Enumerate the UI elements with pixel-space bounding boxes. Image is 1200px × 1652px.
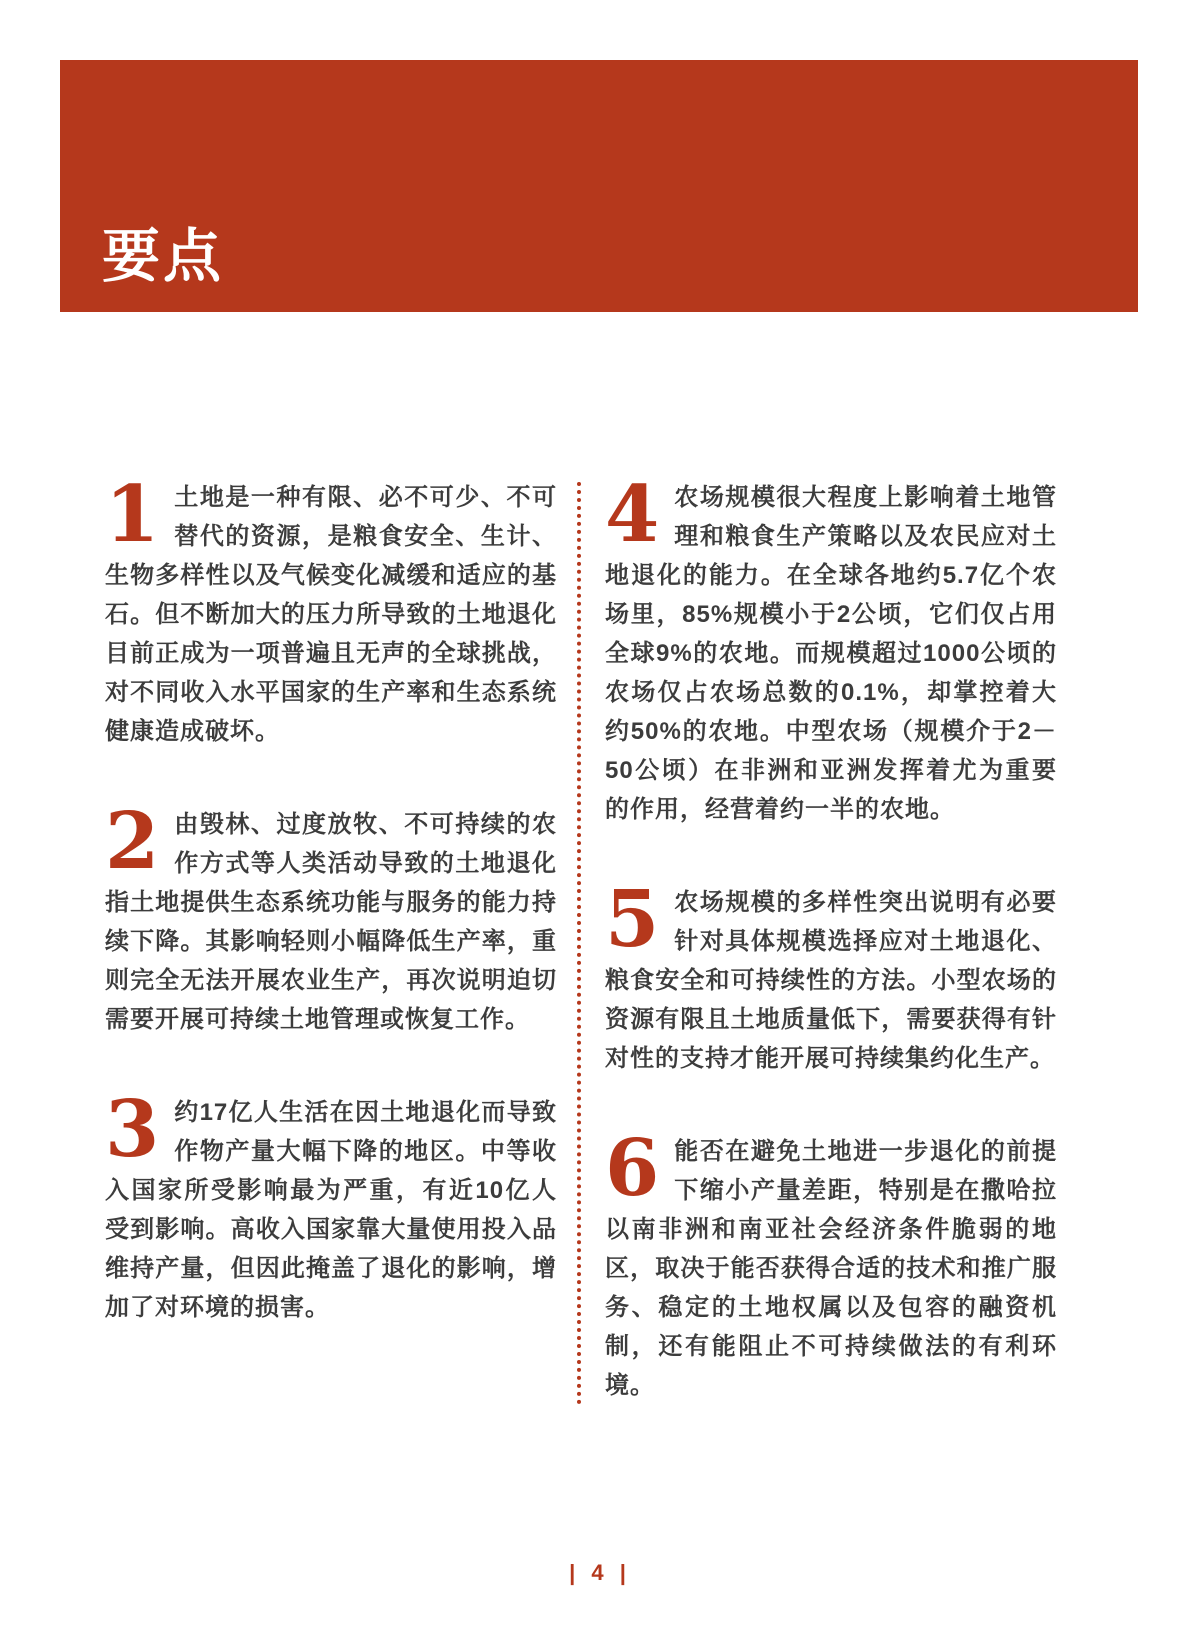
point-item-6 bbox=[605, 1123, 1057, 1405]
point-number-3: 3 bbox=[105, 1084, 161, 1175]
header-banner bbox=[60, 60, 1138, 312]
point-item-4 bbox=[605, 469, 1057, 829]
point-item-2 bbox=[105, 796, 557, 1039]
point-number-6: 6 bbox=[605, 1123, 661, 1214]
point-text-5: 农场规模的多样性突出说明有必要针对具体规模选择应对土地退化、粮食安全和可持续性的方法。小型农场的资源有限且土地质量低下，需要获得有针对性的支持才能开展可持续集约化生产。 bbox=[605, 889, 1057, 1072]
point-number-1: 1 bbox=[105, 469, 161, 560]
page-number: | 4 | bbox=[569, 1560, 631, 1585]
page-title: 要点 bbox=[102, 224, 225, 289]
point-number-5: 5 bbox=[605, 874, 661, 965]
right-column bbox=[605, 469, 1057, 1405]
point-number-4: 4 bbox=[605, 469, 661, 560]
point-item-1 bbox=[105, 469, 557, 751]
point-text-4: 农场规模很大程度上影响着土地管理和粮食生产策略以及农民应对土地退化的能力。在全球各地约5.7亿个农场里，85%规模小于2公顷，它们仅占用全球9%的农地。而规模超过1000公顷的农场仅占农场总数的0.1%，却掌控着大约50%的农地。中型农场（规模介于2－50公顷）在非洲和亚洲发挥着尤为重要的作用，经营着约一半的农地。 bbox=[605, 484, 1057, 823]
point-number-2: 2 bbox=[105, 796, 161, 887]
point-text-3: 约17亿人生活在因土地退化而导致作物产量大幅下降的地区。中等收入国家所受影响最为严重，有近10亿人受到影响。高收入国家靠大量使用投入品维持产量，但因此掩盖了退化的影响，增加了对环境的损害。 bbox=[105, 1099, 557, 1321]
point-item-5 bbox=[605, 874, 1057, 1078]
left-column bbox=[105, 469, 557, 1405]
point-item-3 bbox=[105, 1084, 557, 1327]
point-text-1: 土地是一种有限、必不可少、不可替代的资源，是粮食安全、生计、生物多样性以及气候变化减缓和适应的基石。但不断加大的压力所导致的土地退化目前正成为一项普遍且无声的全球挑战，对不同收入水平国家的生产率和生态系统健康造成破坏。 bbox=[105, 484, 557, 745]
point-text-2: 由毁林、过度放牧、不可持续的农作方式等人类活动导致的土地退化指土地提供生态系统功能与服务的能力持续下降。其影响轻则小幅降低生产率，重则完全无法开展农业生产，再次说明迫切需要开展可持续土地管理或恢复工作。 bbox=[105, 811, 557, 1033]
column-divider bbox=[577, 482, 581, 1405]
content-columns bbox=[105, 469, 1097, 1405]
point-text-6: 能否在避免土地进一步退化的前提下缩小产量差距，特别是在撒哈拉以南非洲和南亚社会经济条件脆弱的地区，取决于能否获得合适的技术和推广服务、稳定的土地权属以及包容的融资机制，还有能阻止不可持续做法的有利环境。 bbox=[605, 1138, 1057, 1399]
